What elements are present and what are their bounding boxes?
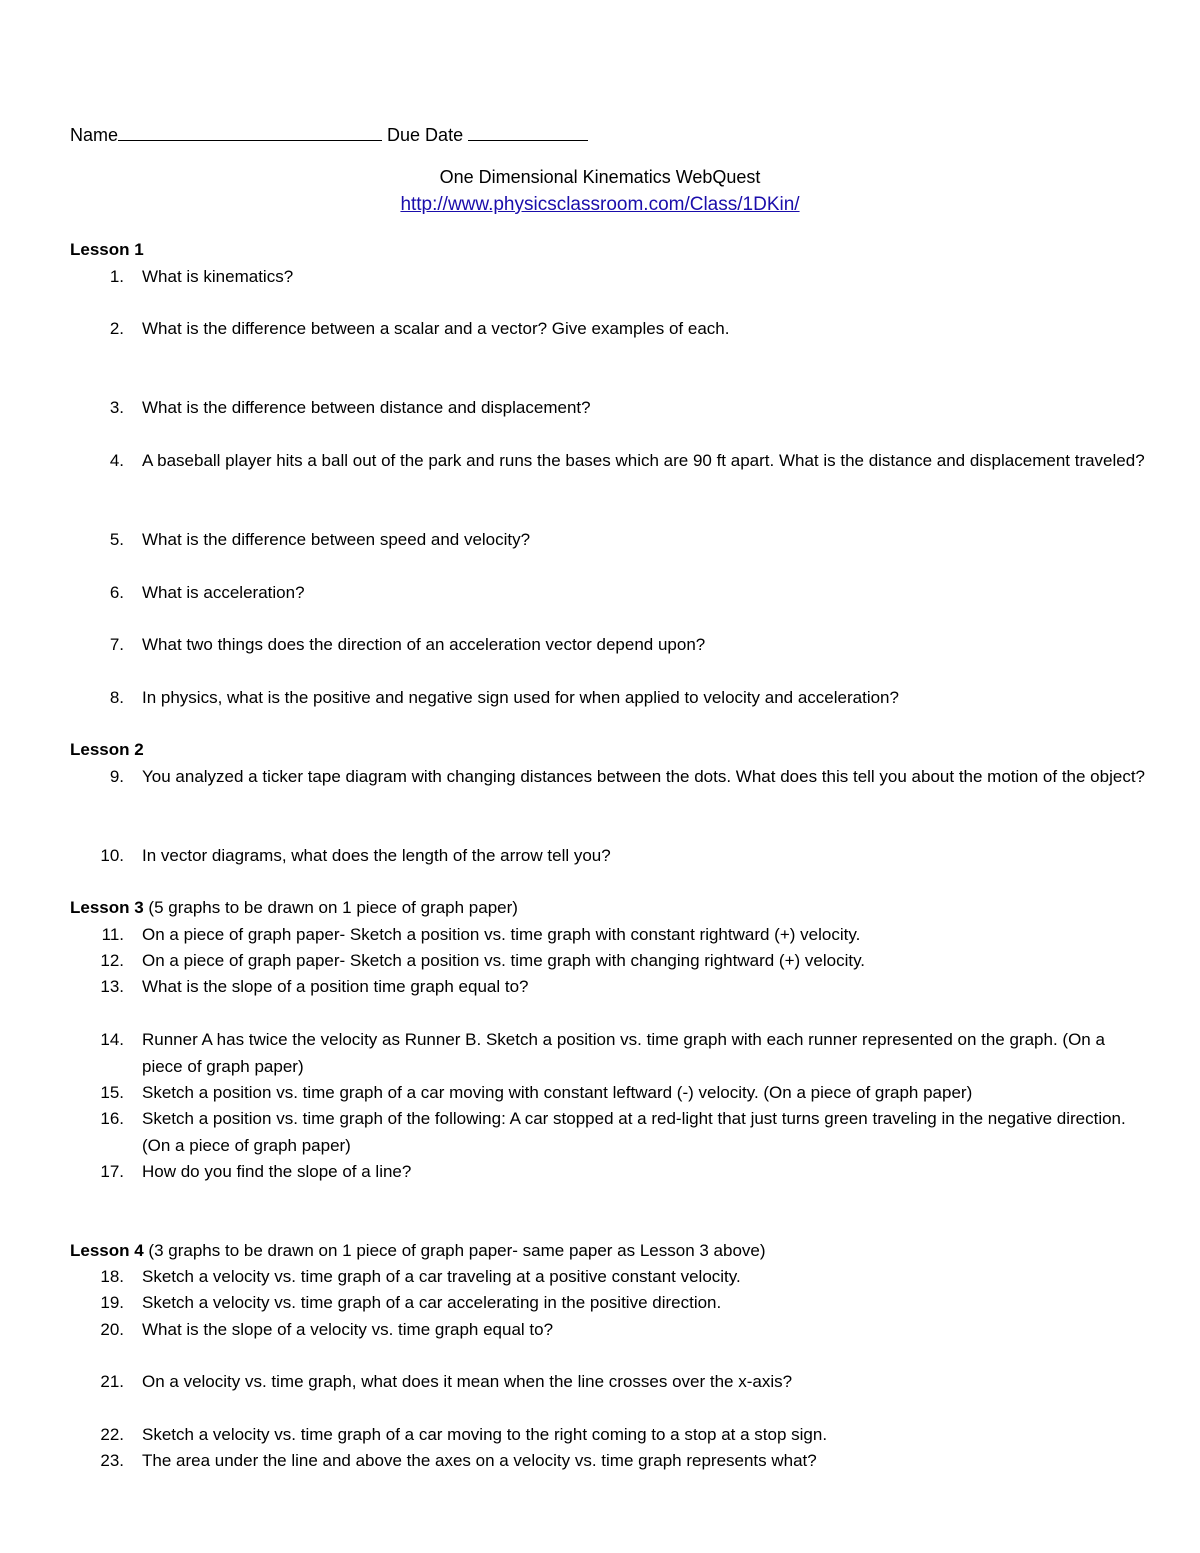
question-number: 12. — [100, 951, 124, 970]
question-text: What is the difference between a scalar and a vector? Give examples of each. — [142, 319, 730, 338]
question-item — [98, 764, 1148, 791]
question-text: Sketch a velocity vs. time graph of a car moving to the right coming to a stop at a stop sign. — [142, 1425, 828, 1444]
question-number: 18. — [100, 1267, 124, 1286]
question-text: Sketch a position vs. time graph of a car moving with constant leftward (-) velocity. (On a piece of graph paper) — [142, 1083, 973, 1102]
question-item — [98, 395, 1148, 422]
lesson-label: Lesson 1 — [70, 240, 144, 259]
question-number: 23. — [100, 1451, 124, 1470]
question-text: In physics, what is the positive and negative sign used for when applied to velocity and acceleration? — [142, 688, 899, 707]
question-text: What is the difference between distance and displacement? — [142, 398, 591, 417]
question-number: 21. — [100, 1372, 124, 1391]
question-number: 20. — [100, 1320, 124, 1339]
question-number: 2. — [109, 319, 124, 338]
question-item — [98, 1159, 1148, 1186]
lesson-label: Lesson 3 — [70, 898, 144, 917]
question-item — [98, 1290, 1148, 1317]
question-number: 19. — [100, 1293, 124, 1312]
question-item — [98, 1027, 1148, 1080]
question-number: 9. — [109, 767, 124, 786]
question-number: 16. — [100, 1109, 124, 1128]
lesson-heading — [70, 237, 144, 263]
question-item — [98, 974, 1148, 1001]
lesson-heading — [70, 737, 144, 763]
question-number: 13. — [100, 977, 124, 996]
question-number: 10. — [100, 846, 124, 865]
question-text: A baseball player hits a ball out of the park and runs the bases which are 90 ft apart. What is the distance and displacement traveled? — [142, 451, 1145, 470]
question-number: 22. — [100, 1425, 124, 1444]
name-blank — [118, 122, 382, 141]
question-text: How do you find the slope of a line? — [142, 1162, 412, 1181]
question-item — [98, 527, 1148, 554]
question-item — [98, 1264, 1148, 1291]
question-number: 11. — [101, 925, 124, 944]
question-number: 5. — [109, 530, 124, 549]
lesson-label: Lesson 2 — [70, 740, 144, 759]
page-title: One Dimensional Kinematics WebQuest — [439, 167, 761, 187]
question-number: 4. — [109, 451, 124, 470]
name-label: Name — [70, 125, 119, 145]
question-number: 1. — [109, 267, 124, 286]
question-text: Sketch a position vs. time graph of the following: A car stopped at a red-light that just turns green traveling in the negative direction. (On a piece of graph paper) — [142, 1109, 1126, 1155]
question-number: 14. — [100, 1030, 124, 1049]
question-text: What is acceleration? — [142, 583, 305, 602]
question-text: The area under the line and above the axes on a velocity vs. time graph represents what? — [142, 1451, 817, 1470]
question-item — [98, 843, 1148, 870]
source-link[interactable]: http://www.physicsclassroom.com/Class/1DKin/ — [400, 194, 800, 215]
question-text: Sketch a velocity vs. time graph of a car traveling at a positive constant velocity. — [142, 1267, 741, 1286]
question-number: 3. — [109, 398, 124, 417]
question-number: 17. — [100, 1162, 124, 1181]
lesson-label: Lesson 4 — [70, 1241, 144, 1260]
question-item — [98, 448, 1148, 475]
question-item — [98, 316, 1148, 343]
lesson-heading — [70, 1238, 766, 1264]
question-text: In vector diagrams, what does the length of the arrow tell you? — [142, 846, 611, 865]
question-item — [98, 1106, 1148, 1159]
question-text: What is the slope of a velocity vs. time graph equal to? — [142, 1320, 554, 1339]
lesson-note: (5 graphs to be drawn on 1 piece of graph paper) — [143, 898, 518, 917]
question-text: What is the slope of a position time graph equal to? — [142, 977, 529, 996]
question-text: What is the difference between speed and velocity? — [142, 530, 531, 549]
question-text: What two things does the direction of an acceleration vector depend upon? — [142, 635, 706, 654]
question-text: On a velocity vs. time graph, what does it mean when the line crosses over the x-axis? — [142, 1372, 793, 1391]
question-number: 8. — [109, 688, 124, 707]
question-item — [98, 1317, 1148, 1344]
question-text: On a piece of graph paper- Sketch a position vs. time graph with changing rightward (+) velocity. — [142, 951, 866, 970]
question-item — [98, 580, 1148, 607]
question-item — [98, 922, 1148, 949]
due-date-blank — [468, 122, 588, 141]
question-number: 6. — [109, 583, 124, 602]
question-number: 15. — [100, 1083, 124, 1102]
due-date-label: Due Date — [387, 125, 464, 145]
question-item — [98, 1448, 1148, 1475]
question-text: You analyzed a ticker tape diagram with changing distances between the dots. What does this tell you about the motion of the object? — [142, 767, 1145, 786]
question-item — [98, 1422, 1148, 1449]
question-text: On a piece of graph paper- Sketch a position vs. time graph with constant rightward (+) velocity. — [142, 925, 861, 944]
question-item — [98, 948, 1148, 975]
question-item — [98, 632, 1148, 659]
question-text: What is kinematics? — [142, 267, 294, 286]
header-line — [70, 122, 588, 148]
question-number: 7. — [109, 635, 124, 654]
question-item — [98, 264, 1148, 291]
question-item — [98, 685, 1148, 712]
lesson-heading — [70, 895, 518, 921]
question-text: Runner A has twice the velocity as Runner B. Sketch a position vs. time graph with each runner represented on the graph. (On a piece of graph paper) — [142, 1030, 1105, 1076]
question-text: Sketch a velocity vs. time graph of a car accelerating in the positive direction. — [142, 1293, 722, 1312]
question-item — [98, 1080, 1148, 1107]
lesson-note: (3 graphs to be drawn on 1 piece of graph paper- same paper as Lesson 3 above) — [143, 1241, 766, 1260]
question-item — [98, 1369, 1148, 1396]
